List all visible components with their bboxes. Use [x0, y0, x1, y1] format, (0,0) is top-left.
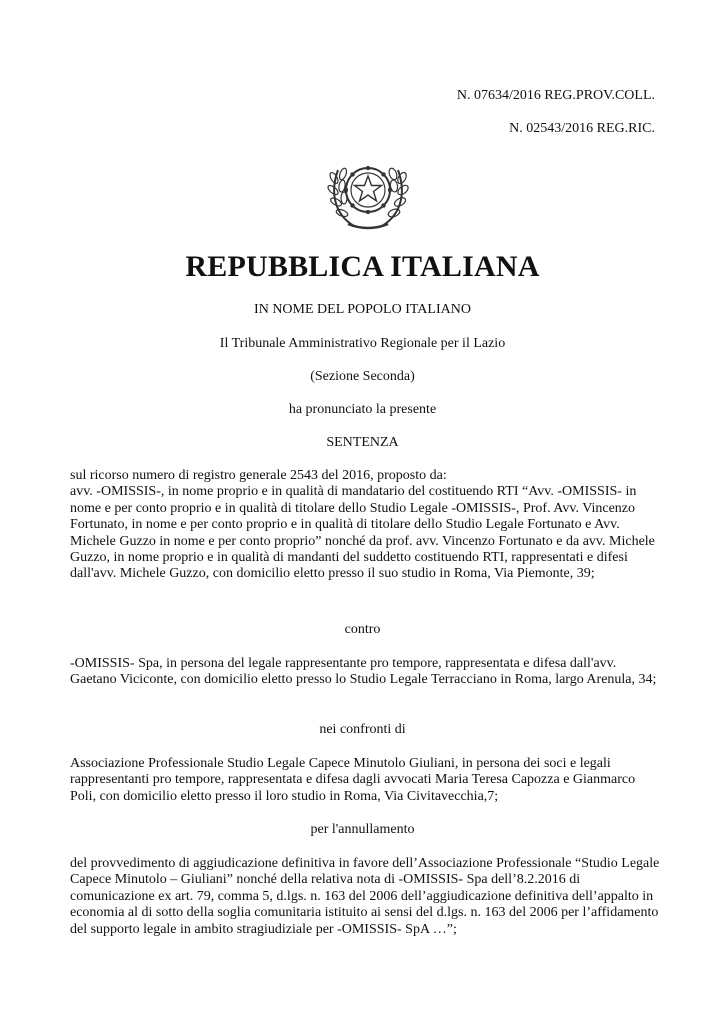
sezione-line: (Sezione Seconda): [310, 369, 415, 384]
reg-ric-number: N. 02543/2016 REG.RIC.: [509, 121, 655, 136]
tribunale-line: Il Tribunale Amministrativo Regionale per il Lazio: [219, 336, 506, 351]
reg-prov-number: N. 07634/2016 REG.PROV.COLL.: [456, 88, 655, 103]
ricorso-paragraph: sul ricorso numero di registro generale 2543 del 2016, proposto da: avv. -OMISSIS-, in nome proprio e in qualità di mandatario del costituendo RTI “Avv. -OMISSIS- in nome e per conto proprio e in qualità di titolare dello Studio Legale -OMISSIS-, Prof. Avv. Vincenzo Fortunato, in nome e per conto proprio e in qualità di titolare dello Studio Legale Fortunato e Avv. Michele Guzzo in nome e per conto proprio” nonché da prof. avv. Vincenzo Fortunato e da avv. Michele Guzzo, in nome proprio e in qualità di mandanti del suddetto costituendo RTI, rappresentati e difesi dall'avv. Michele Guzzo, con domicilio eletto presso il suo studio in Roma, Via Piemonte, 39;: [70, 468, 655, 582]
controparte-paragraph: -OMISSIS- Spa, in persona del legale rappresentante pro tempore, rappresentata e difesa dall'avv. Gaetano Viciconte, con domicilio eletto presso lo Studio Legale Terracciano in Roma, largo Arenula, 34;: [70, 656, 657, 688]
popolo-line: IN NOME DEL POPOLO ITALIANO: [254, 302, 471, 317]
page-title: REPUBBLICA ITALIANA: [185, 250, 540, 283]
pronunciato-line: ha pronunciato la presente: [288, 402, 437, 417]
italian-republic-emblem-icon: [324, 152, 412, 232]
provvedimento-paragraph: del provvedimento di aggiudicazione definitiva in favore dell’Associazione Professionale “Studio Legale Capece Minutolo – Giuliani” nonché della relativa nota di -OMISSIS- Spa dell’8.2.2016 di comunicazione ex art. 79, comma 5, d.lgs. n. 163 del 2006 dell’aggiudicazione definitiva dell’appalto in economia al di sotto della soglia comunitaria istituito ai sensi del d.lgs. n. 163 del 2006 per l’affidamento del supporto legale in ambito stragiudiziale per -OMISSIS- SpA …”;: [70, 856, 660, 937]
associazione-paragraph: Associazione Professionale Studio Legale Capece Minutolo Giuliani, in persona dei soci e legali rappresentanti pro tempore, rappresentata e difesa dagli avvocati Maria Teresa Capozza e Gianmarco Poli, con domicilio eletto presso il loro studio in Roma, Via Civitavecchia,7;: [70, 756, 636, 804]
sentenza-heading: SENTENZA: [326, 435, 399, 450]
annullamento-heading: per l'annullamento: [310, 822, 415, 837]
confronti-heading: nei confronti di: [319, 722, 406, 737]
contro-heading: contro: [344, 622, 381, 637]
